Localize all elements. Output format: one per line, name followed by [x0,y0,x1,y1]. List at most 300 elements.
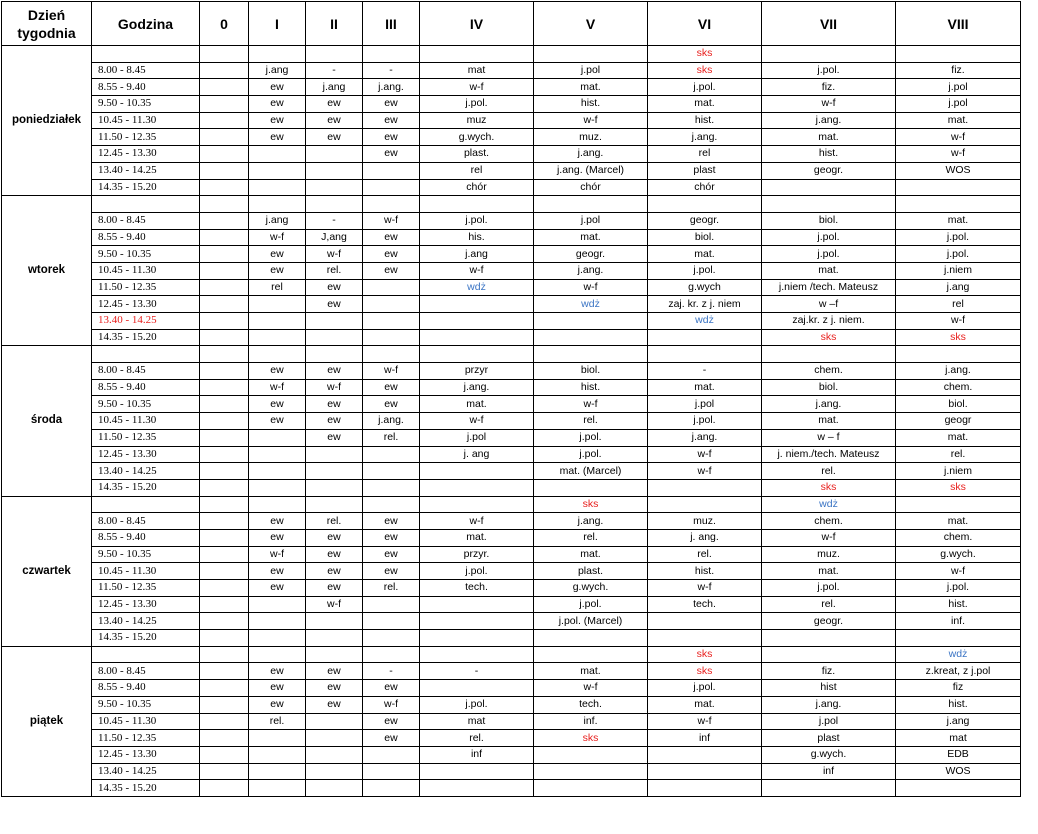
lesson-cell: j.pol [896,96,1021,113]
lesson-cell [534,630,648,647]
lesson-cell: - [420,663,534,680]
time-cell [92,346,200,363]
lesson-cell [249,162,306,179]
lesson-cell [534,329,648,346]
lesson-cell: j.pol. [762,246,896,263]
time-cell: 8.55 - 9.40 [92,79,200,96]
table-row [2,246,1021,263]
table-row [2,363,1021,380]
header-class-4: IV [420,2,534,46]
lesson-cell [363,346,420,363]
lesson-cell: mat. [762,129,896,146]
lesson-cell [306,179,363,196]
lesson-cell [306,446,363,463]
lesson-cell: ew [363,262,420,279]
lesson-cell: rel. [648,546,762,563]
lesson-cell: - [306,62,363,79]
lesson-cell [363,780,420,797]
lesson-cell [306,746,363,763]
lesson-cell [249,496,306,513]
lesson-cell [200,429,249,446]
lesson-cell [363,763,420,780]
lesson-cell: fiz. [896,62,1021,79]
lesson-cell [648,763,762,780]
lesson-cell [200,613,249,630]
table-row [2,613,1021,630]
lesson-cell: j. ang [420,446,534,463]
lesson-cell [896,780,1021,797]
table-row [2,529,1021,546]
table-row [2,262,1021,279]
lesson-cell: sks [648,646,762,663]
table-row [2,746,1021,763]
time-cell: 10.45 - 11.30 [92,413,200,430]
lesson-cell [648,346,762,363]
table-row [2,162,1021,179]
lesson-cell [363,162,420,179]
lesson-cell: plast [762,730,896,747]
lesson-cell [200,79,249,96]
lesson-cell: j.ang. [762,112,896,129]
header-class-1: I [249,2,306,46]
lesson-cell: rel. [762,463,896,480]
lesson-cell [200,680,249,697]
lesson-cell [420,680,534,697]
lesson-cell: mat. [420,396,534,413]
time-cell: 12.45 - 13.30 [92,746,200,763]
header-time: Godzina [92,2,200,46]
lesson-cell [534,780,648,797]
lesson-cell [306,313,363,330]
time-cell: 11.50 - 12.35 [92,730,200,747]
lesson-cell [648,479,762,496]
lesson-cell [306,630,363,647]
lesson-cell: j.niem /tech. Mateusz [762,279,896,296]
lesson-cell: ew [306,563,363,580]
time-cell: 14.35 - 15.20 [92,780,200,797]
lesson-cell [200,363,249,380]
lesson-cell: j.pol. [762,229,896,246]
lesson-cell: j.pol. [648,413,762,430]
table-row [2,79,1021,96]
lesson-cell [896,630,1021,647]
lesson-cell [200,112,249,129]
lesson-cell: w-f [762,529,896,546]
lesson-cell: j.ang. [420,379,534,396]
lesson-cell: ew [363,680,420,697]
header-class-5: V [534,2,648,46]
lesson-cell: mat. [534,663,648,680]
lesson-cell: j.ang. [648,429,762,446]
lesson-cell: biol. [648,229,762,246]
lesson-cell [363,179,420,196]
lesson-cell: wdż [534,296,648,313]
lesson-cell: ew [249,262,306,279]
time-cell: 12.45 - 13.30 [92,446,200,463]
lesson-cell: mat. [648,96,762,113]
lesson-cell [249,446,306,463]
lesson-cell: j.ang [306,79,363,96]
lesson-cell: w-f [896,563,1021,580]
lesson-cell [249,746,306,763]
lesson-cell: mat. [896,212,1021,229]
lesson-cell [363,613,420,630]
lesson-cell: ew [249,96,306,113]
table-row [2,446,1021,463]
lesson-cell: rel [420,162,534,179]
lesson-cell: w-f [648,713,762,730]
lesson-cell: ew [249,513,306,530]
lesson-cell [420,780,534,797]
lesson-cell [363,46,420,63]
lesson-cell: sks [762,479,896,496]
table-row [2,112,1021,129]
lesson-cell [420,479,534,496]
lesson-cell: plast. [534,563,648,580]
lesson-cell [648,630,762,647]
lesson-cell: plast. [420,146,534,163]
lesson-cell [200,129,249,146]
lesson-cell [200,696,249,713]
lesson-cell: ew [306,413,363,430]
lesson-cell: inf [762,763,896,780]
lesson-cell: geogr [896,413,1021,430]
time-cell: 10.45 - 11.30 [92,262,200,279]
lesson-cell: ew [306,129,363,146]
lesson-cell [762,196,896,213]
lesson-cell: mat. [762,413,896,430]
lesson-cell: ew [363,379,420,396]
time-cell: 14.35 - 15.20 [92,630,200,647]
time-cell: 8.00 - 8.45 [92,363,200,380]
lesson-cell: j.ang [249,212,306,229]
lesson-cell: z.kreat, z j.pol [896,663,1021,680]
time-cell: 8.55 - 9.40 [92,379,200,396]
lesson-cell: ew [249,680,306,697]
lesson-cell [534,746,648,763]
lesson-cell: ew [249,246,306,263]
lesson-cell: tech. [534,696,648,713]
table-row [2,680,1021,697]
lesson-cell: w-f [648,580,762,597]
lesson-cell: - [648,363,762,380]
lesson-cell: w –f [762,296,896,313]
lesson-cell [200,546,249,563]
lesson-cell [420,196,534,213]
lesson-cell [249,196,306,213]
lesson-cell [896,496,1021,513]
lesson-cell: g.wych. [420,129,534,146]
lesson-cell [762,780,896,797]
lesson-cell: j.pol. [896,229,1021,246]
table-row [2,479,1021,496]
lesson-cell: ew [363,146,420,163]
lesson-cell [648,780,762,797]
lesson-cell [200,730,249,747]
lesson-cell [200,229,249,246]
lesson-cell [200,580,249,597]
lesson-cell [896,196,1021,213]
lesson-cell: w-f [648,463,762,480]
table-row [2,196,1021,213]
lesson-cell: przyr. [420,546,534,563]
lesson-cell: ew [249,580,306,597]
lesson-cell: biol. [762,212,896,229]
lesson-cell: rel [896,296,1021,313]
lesson-cell: ew [249,112,306,129]
lesson-cell: rel. [534,529,648,546]
lesson-cell: w-f [896,313,1021,330]
lesson-cell [762,630,896,647]
lesson-cell: geogr. [762,613,896,630]
lesson-cell [363,313,420,330]
lesson-cell: muz [420,112,534,129]
table-row [2,396,1021,413]
time-cell: 11.50 - 12.35 [92,429,200,446]
lesson-cell: w-f [363,696,420,713]
lesson-cell: j.pol [420,429,534,446]
time-cell: 14.35 - 15.20 [92,479,200,496]
lesson-cell: mat. [534,79,648,96]
lesson-cell [420,596,534,613]
lesson-cell [249,296,306,313]
time-cell: 8.00 - 8.45 [92,212,200,229]
table-row [2,62,1021,79]
lesson-cell: tech. [648,596,762,613]
lesson-cell [896,346,1021,363]
lesson-cell [363,296,420,313]
time-cell: 14.35 - 15.20 [92,329,200,346]
lesson-cell: ew [249,413,306,430]
lesson-cell: j.ang [420,246,534,263]
lesson-cell [420,346,534,363]
lesson-cell: w-f [363,363,420,380]
lesson-cell [534,46,648,63]
lesson-cell: biol. [534,363,648,380]
lesson-cell: ew [363,129,420,146]
lesson-cell [306,763,363,780]
lesson-cell: ew [363,563,420,580]
header-class-8: VIII [896,2,1021,46]
lesson-cell: ew [306,363,363,380]
lesson-cell: mat. [648,696,762,713]
time-cell: 8.55 - 9.40 [92,680,200,697]
lesson-cell [200,379,249,396]
lesson-cell [200,196,249,213]
lesson-cell [200,663,249,680]
lesson-cell: j.pol. [762,580,896,597]
lesson-cell [200,313,249,330]
lesson-cell [534,479,648,496]
lesson-cell: biol. [762,379,896,396]
lesson-cell: j.pol [896,79,1021,96]
lesson-cell: sks [762,329,896,346]
table-row [2,513,1021,530]
lesson-cell [420,496,534,513]
lesson-cell [200,563,249,580]
lesson-cell: ew [306,396,363,413]
lesson-cell: hist. [648,112,762,129]
lesson-cell [363,479,420,496]
lesson-cell [200,246,249,263]
lesson-cell [200,46,249,63]
header-class-6: VI [648,2,762,46]
lesson-cell: fiz. [762,663,896,680]
lesson-cell [534,763,648,780]
lesson-cell: ew [363,513,420,530]
lesson-cell: w-f [420,79,534,96]
lesson-cell: j.pol. (Marcel) [534,613,648,630]
lesson-cell [306,496,363,513]
lesson-cell: j.pol. [420,96,534,113]
table-row [2,129,1021,146]
lesson-cell: mat [420,713,534,730]
lesson-cell: muz. [762,546,896,563]
lesson-cell: hist. [534,379,648,396]
lesson-cell: ew [363,396,420,413]
day-name: poniedziałek [2,46,92,196]
lesson-cell: j.ang. [534,262,648,279]
lesson-cell: wdż [896,646,1021,663]
lesson-cell: w-f [306,246,363,263]
table-row [2,646,1021,663]
lesson-cell: hist. [762,146,896,163]
lesson-cell [249,313,306,330]
lesson-cell [363,630,420,647]
lesson-cell: ew [306,96,363,113]
time-cell: 9.50 - 10.35 [92,396,200,413]
table-row [2,379,1021,396]
lesson-cell: sks [534,496,648,513]
lesson-cell [200,596,249,613]
lesson-cell: ew [249,363,306,380]
lesson-cell [534,346,648,363]
lesson-cell: wdż [762,496,896,513]
lesson-cell: j.pol. [534,596,648,613]
lesson-cell: ew [363,730,420,747]
lesson-cell: w-f [896,129,1021,146]
lesson-cell: j. niem./tech. Mateusz [762,446,896,463]
lesson-cell: ew [363,713,420,730]
time-cell: 9.50 - 10.35 [92,696,200,713]
lesson-cell: ew [249,129,306,146]
lesson-cell [896,46,1021,63]
lesson-cell [306,46,363,63]
lesson-cell: rel. [306,513,363,530]
lesson-cell [200,746,249,763]
table-row [2,580,1021,597]
table-row [2,663,1021,680]
lesson-cell: ew [363,96,420,113]
lesson-cell: j.pol. [648,79,762,96]
time-cell: 10.45 - 11.30 [92,713,200,730]
lesson-cell: rel. [249,713,306,730]
lesson-cell [200,630,249,647]
lesson-cell [249,596,306,613]
time-cell: 13.40 - 14.25 [92,463,200,480]
lesson-cell: mat. [762,563,896,580]
lesson-cell: j.ang. [762,696,896,713]
lesson-cell: sks [534,730,648,747]
lesson-cell [249,429,306,446]
lesson-cell: ew [249,79,306,96]
lesson-cell: w-f [648,446,762,463]
lesson-cell [306,730,363,747]
lesson-cell [363,196,420,213]
table-row [2,229,1021,246]
time-cell: 8.00 - 8.45 [92,663,200,680]
time-cell: 13.40 - 14.25 [92,162,200,179]
lesson-cell: w-f [420,262,534,279]
lesson-cell [200,296,249,313]
lesson-cell [200,262,249,279]
lesson-cell: ew [306,429,363,446]
lesson-cell [200,146,249,163]
time-cell: 10.45 - 11.30 [92,112,200,129]
lesson-cell [306,162,363,179]
lesson-cell [762,346,896,363]
lesson-cell: muz. [648,513,762,530]
lesson-cell: j.pol [762,713,896,730]
lesson-cell [363,496,420,513]
lesson-cell: j.pol. [648,680,762,697]
lesson-cell [648,496,762,513]
lesson-cell: ew [363,229,420,246]
lesson-cell [249,479,306,496]
lesson-cell: j.ang. [534,513,648,530]
lesson-cell: j. ang. [648,529,762,546]
lesson-cell: j.pol. [762,62,896,79]
time-cell: 9.50 - 10.35 [92,246,200,263]
lesson-cell: chem. [762,513,896,530]
lesson-cell: ew [306,279,363,296]
time-cell: 10.45 - 11.30 [92,563,200,580]
lesson-cell: fiz. [762,79,896,96]
lesson-cell [420,646,534,663]
lesson-cell: rel. [420,730,534,747]
lesson-cell: inf. [896,613,1021,630]
lesson-cell: w-f [306,596,363,613]
lesson-cell: - [363,663,420,680]
lesson-cell [762,46,896,63]
table-row [2,96,1021,113]
lesson-cell [420,613,534,630]
lesson-cell: chem. [762,363,896,380]
table-row [2,563,1021,580]
lesson-cell: j.ang [896,713,1021,730]
lesson-cell [306,329,363,346]
time-cell: 13.40 - 14.25 [92,763,200,780]
lesson-cell: przyr [420,363,534,380]
lesson-cell: g.wych. [762,746,896,763]
lesson-cell [762,646,896,663]
lesson-cell: w-f [534,112,648,129]
lesson-cell: j.niem [896,262,1021,279]
lesson-cell: w-f [534,396,648,413]
lesson-cell: mat [420,62,534,79]
lesson-cell [200,396,249,413]
lesson-cell [762,179,896,196]
lesson-cell: chem. [896,529,1021,546]
lesson-cell: EDB [896,746,1021,763]
lesson-cell [306,146,363,163]
lesson-cell [420,296,534,313]
lesson-cell [363,596,420,613]
table-row [2,413,1021,430]
table-row [2,313,1021,330]
lesson-cell: j.pol. [896,580,1021,597]
table-row [2,429,1021,446]
